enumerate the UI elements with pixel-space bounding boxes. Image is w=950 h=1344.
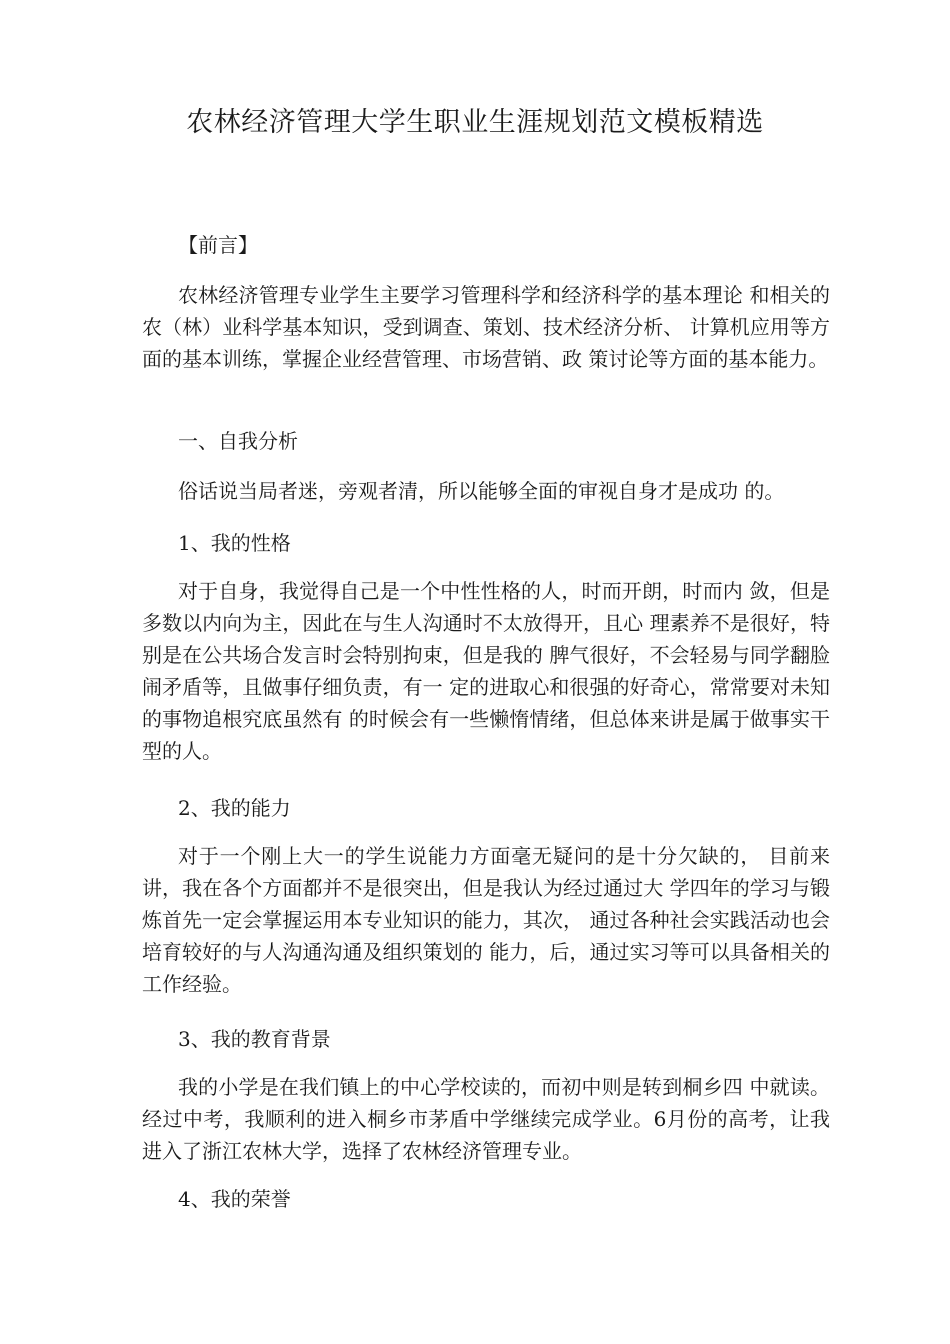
subheading-education: 3、我的教育背景 (178, 1027, 331, 1051)
education-paragraph: 我的小学是在我们镇上的中心学校读的，而初中则是转到桐乡四 中就读。经过中考，我顺利的进入桐乡市茅盾中学继续完成学业。6月份的高考，让我进入了浙江农林大学，选择了农林经济管理专业。 (142, 1075, 830, 1163)
subheading-honors: 4、我的荣誉 (178, 1187, 291, 1211)
ability-paragraph: 对于一个刚上大一的学生说能力方面毫无疑问的是十分欠缺的， 目前来讲，我在各个方面都并不是很突出，但是我认为经过通过大 学四年的学习与锻炼首先一定会掌握运用本专业知识的能力，其次， 通过各种社会实践活动也会培育较好的与人沟通沟通及组织策划的 能力，后，通过实习等可以具备相关的工作经验。 (142, 844, 830, 996)
preface-label: 【前言】 (178, 233, 258, 257)
preface-paragraph: 农林经济管理专业学生主要学习管理科学和经济科学的基本理论 和相关的农（林）业科学基本知识，受到调查、策划、技术经济分析、 计算机应用等方面的基本训练，掌握企业经营管理、市场营销、政 策讨论等方面的基本能力。 (142, 283, 830, 371)
self-analysis-paragraph: 俗话说当局者迷，旁观者清，所以能够全面的审视自身才是成功 的。 (178, 479, 785, 503)
section-heading-self-analysis: 一、自我分析 (178, 429, 298, 453)
subheading-personality: 1、我的性格 (178, 531, 291, 555)
subheading-ability: 2、我的能力 (178, 796, 291, 820)
personality-paragraph: 对于自身，我觉得自己是一个中性性格的人，时而开朗，时而内 敛，但是多数以内向为主，因此在与生人沟通时不太放得开，且心 理素养不是很好，特别是在公共场合发言时会特别拘束，但是我的 脾气很好，不会轻易与同学翻脸闹矛盾等，且做事仔细负责，有一 定的进取心和很强的好奇心，常常要对未知的事物追根究底虽然有 的时候会有一些懒惰情绪，但总体来讲是属于做事实干型的人。 (142, 579, 830, 763)
document-title: 农林经济管理大学生职业生涯规划范文模板精选 (186, 107, 764, 138)
